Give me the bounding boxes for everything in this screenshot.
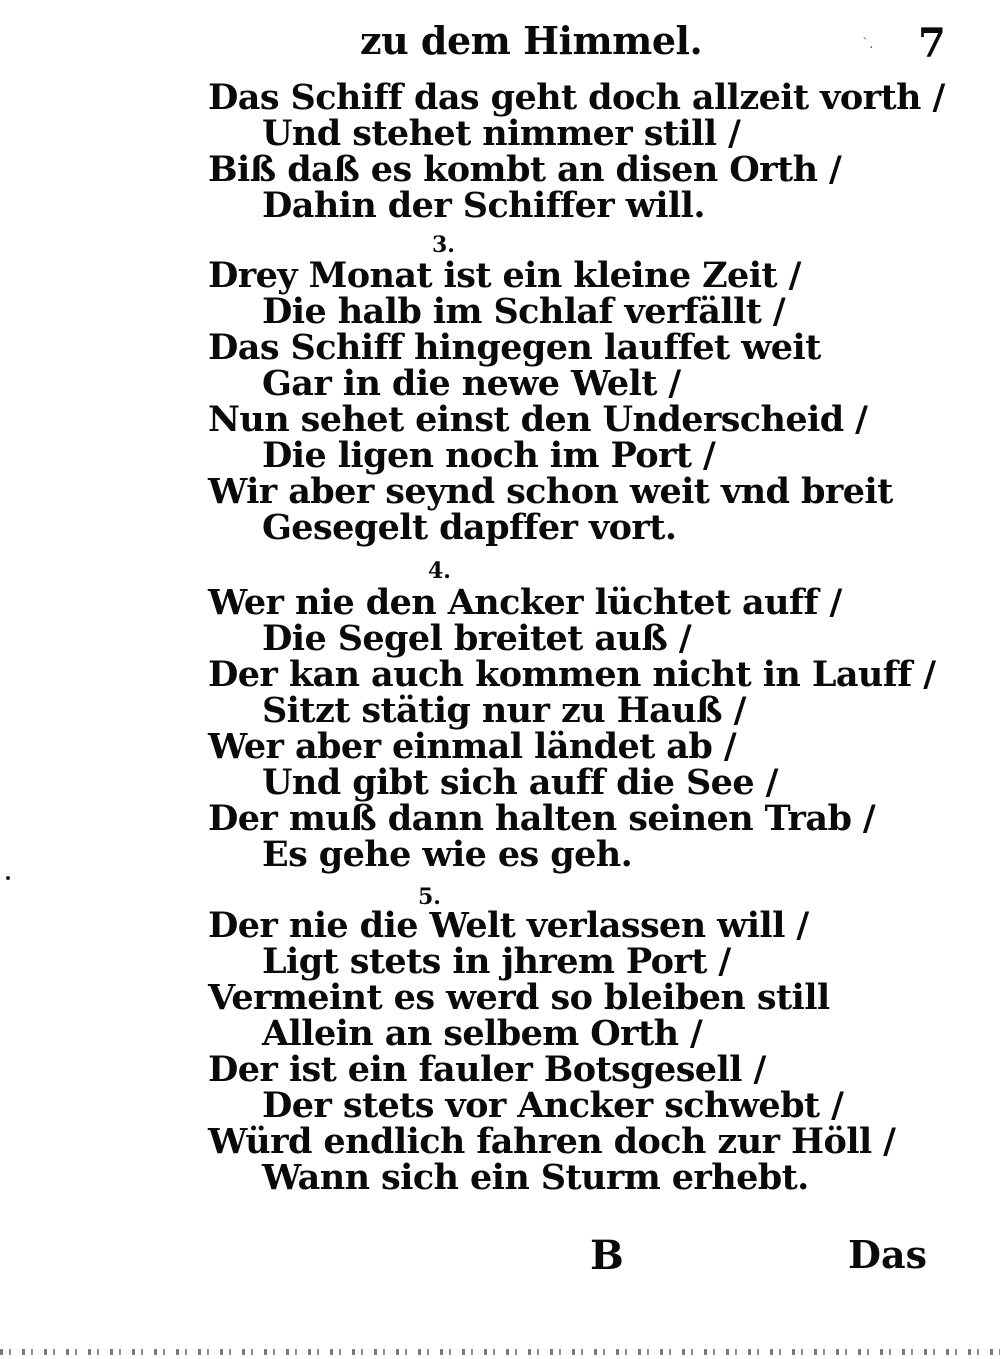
verse-line: Sitzt stätig nur zu Hauß / [262, 690, 746, 731]
verse-line: Das Schiff hingegen lauffet weit [208, 327, 821, 368]
signature-mark: B [590, 1232, 624, 1279]
ink-speck [6, 876, 10, 880]
verse-line: Gar in die newe Welt / [262, 363, 681, 404]
page-number: 7 [918, 20, 946, 67]
verse-line: Allein an selbem Orth / [262, 1013, 703, 1054]
verse-line: Die halb im Schlaf verfällt / [262, 291, 786, 332]
bleed-through-strip [0, 1349, 1000, 1355]
verse-line: Und stehet nimmer still / [262, 113, 741, 154]
verse-line: Drey Monat ist ein kleine Zeit / [208, 255, 801, 296]
verse-line: Wer nie den Ancker lüchtet auff / [208, 582, 842, 623]
verse-line: Die ligen noch im Port / [262, 435, 716, 476]
ink-speck: ˋ. [862, 36, 874, 52]
verse-line: Wir aber seynd schon weit vnd breit [208, 471, 893, 512]
verse-line: Der kan auch kommen nicht in Lauff / [208, 654, 936, 695]
verse-line: Der stets vor Ancker schwebt / [262, 1085, 844, 1126]
catchword: Das [848, 1232, 927, 1277]
verse-line: Wann sich ein Sturm erhebt. [262, 1157, 809, 1198]
stanza-number: 3. [432, 232, 455, 258]
verse-line: Die Segel breitet auß / [262, 618, 692, 659]
running-head: zu dem Himmel. [360, 18, 703, 63]
verse-line: Ligt stets in jhrem Port / [262, 941, 731, 982]
verse-line: Wer aber einmal ländet ab / [208, 726, 737, 767]
verse-line: Dahin der Schiffer will. [262, 185, 705, 226]
verse-line: Gesegelt dapffer vort. [262, 507, 677, 548]
verse-line: Nun sehet einst den Underscheid / [208, 399, 868, 440]
verse-line: Vermeint es werd so bleiben still [208, 977, 830, 1018]
verse-line: Das Schiff das geht doch allzeit vorth / [208, 77, 945, 118]
verse-line: Und gibt sich auff die See / [262, 762, 778, 803]
stanza-number: 4. [428, 558, 451, 584]
stanza-number: 5. [418, 884, 441, 910]
verse-line: Der muß dann halten seinen Trab / [208, 798, 876, 839]
verse-line: Der nie die Welt verlassen will / [208, 905, 809, 946]
verse-line: Es gehe wie es geh. [262, 834, 633, 875]
verse-line: Würd endlich fahren doch zur Höll / [208, 1121, 896, 1162]
verse-line: Der ist ein fauler Botsgesell / [208, 1049, 766, 1090]
verse-line: Biß daß es kombt an disen Orth / [208, 149, 842, 190]
